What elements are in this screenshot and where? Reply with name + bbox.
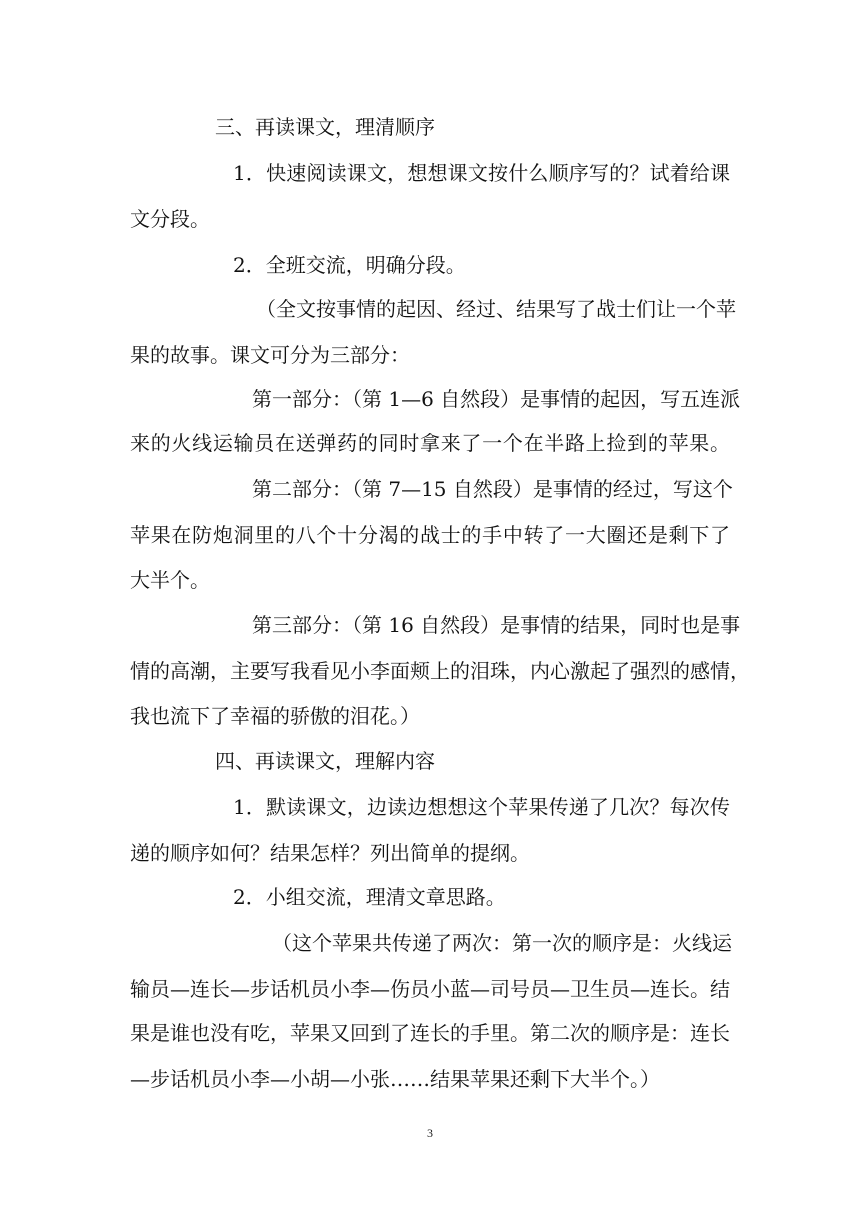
paragraph-line: 递的顺序如何？结果怎样？列出简单的提纲。 <box>130 841 530 865</box>
paragraph-line: （这个苹果共传递了两次：第一次的顺序是：火线运 <box>272 931 732 955</box>
paragraph-line: 情的高潮，主要写我看见小李面颊上的泪珠，内心激起了强烈的感情， <box>130 659 750 683</box>
paragraph-line: 1．快速阅读课文，想想课文按什么顺序写的？试着给课 <box>233 161 730 185</box>
paragraph-line: （全文按事情的起因、经过、结果写了战士们让一个苹 <box>256 297 736 321</box>
paragraph-line: 2．全班交流，明确分段。 <box>233 253 466 277</box>
section-heading-3: 三、再读课文，理清顺序 <box>215 115 435 139</box>
paragraph-line: 第一部分：（第 1—6 自然段）是事情的起因，写五连派 <box>252 387 741 411</box>
paragraph-line: 1．默读课文，边读边想想这个苹果传递了几次？每次传 <box>233 795 730 819</box>
paragraph-line: 苹果在防炮洞里的八个十分渴的战士的手中转了一大圈还是剩下了 <box>130 523 730 547</box>
paragraph-line: 文分段。 <box>130 207 210 231</box>
paragraph-line: 大半个。 <box>130 568 210 592</box>
section-heading-4: 四、再读课文，理解内容 <box>215 749 435 773</box>
paragraph-line: 我也流下了幸福的骄傲的泪花。） <box>130 704 420 728</box>
paragraph-line: 果的故事。课文可分为三部分： <box>130 343 410 367</box>
paragraph-line: 2．小组交流，理清文章思路。 <box>233 885 506 909</box>
paragraph-line: 第三部分：（第 16 自然段）是事情的结果，同时也是事 <box>252 613 741 637</box>
paragraph-line: 果是谁也没有吃，苹果又回到了连长的手里。第二次的顺序是：连长 <box>130 1021 730 1045</box>
paragraph-line: —步话机员小李—小胡—小张……结果苹果还剩下大半个。） <box>130 1067 660 1091</box>
page-number: 3 <box>427 1126 433 1140</box>
paragraph-line: 来的火线运输员在送弹药的同时拿来了一个在半路上捡到的苹果。 <box>130 431 730 455</box>
paragraph-line: 输员—连长—步话机员小李—伤员小蓝—司号员—卫生员—连长。结 <box>130 977 730 1001</box>
paragraph-line: 第二部分：（第 7—15 自然段）是事情的经过，写这个 <box>252 477 733 501</box>
